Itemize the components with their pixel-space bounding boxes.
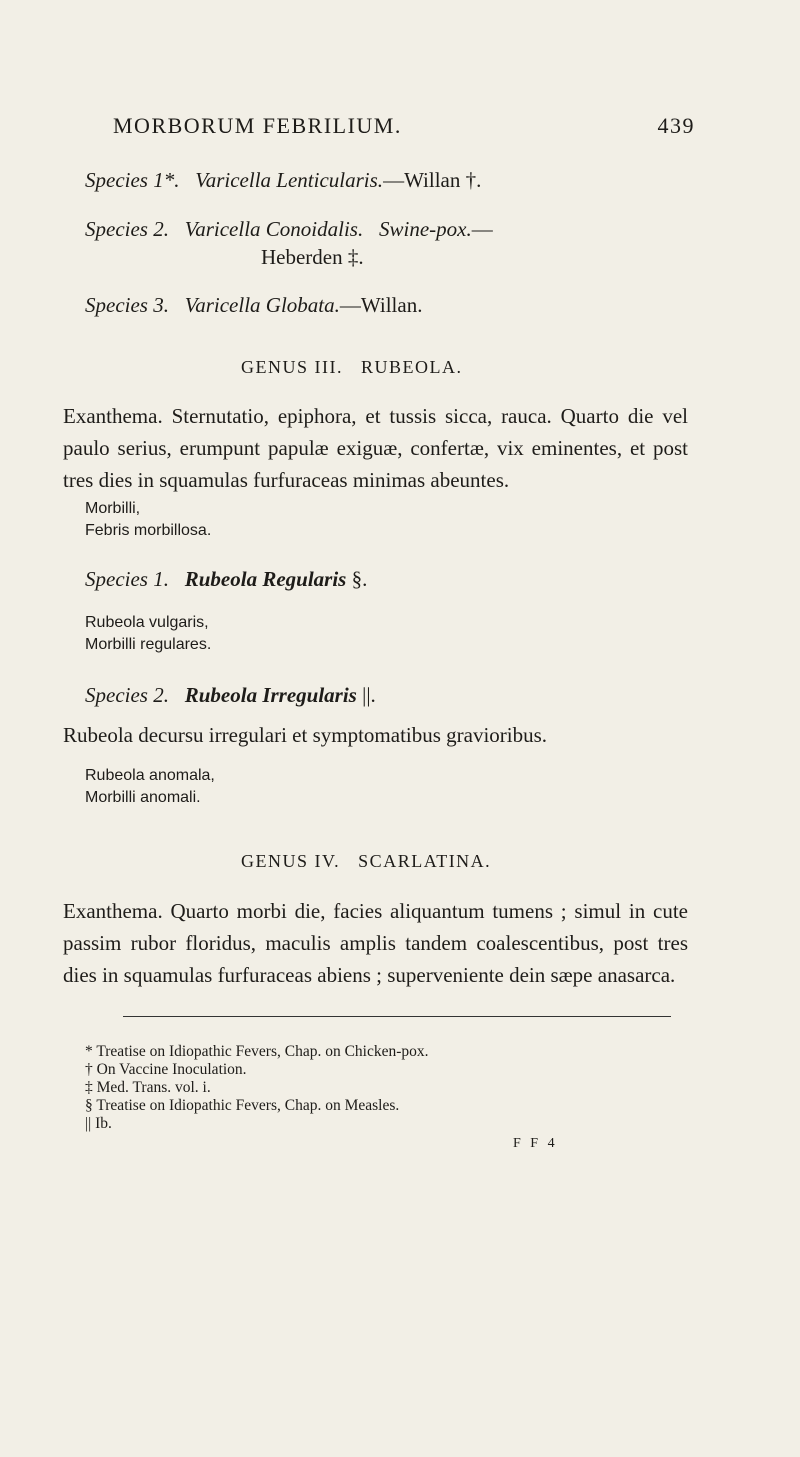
genus-description: Exanthema. Quarto morbi die, facies aliquantum tumens ; simul in cute passim rubor floridus, maculis amplis tandem coalescentibus, post tres dies in squamulas furfuraceas abiens ; superveniente dein sæpe anasarca.: [63, 899, 688, 987]
species-entry: [85, 293, 422, 318]
footnote: ‡ Med. Trans. vol. i.: [85, 1079, 211, 1096]
species-name: Varicella Lenticularis.: [195, 168, 384, 192]
header-title: MORBORUM FEBRILIUM.: [113, 113, 402, 138]
species-label: Species 1*.: [85, 168, 180, 192]
synonym: Rubeola vulgaris,: [85, 614, 209, 631]
species-label: Species 2.: [85, 217, 169, 241]
genus-description: Exanthema. Sternutatio, epiphora, et tussis sicca, rauca. Quarto die vel paulo serius, erumpunt papulæ exiguæ, confertæ, vix eminentes, et post tres dies in squamulas furfuraceas minimas abeuntes.: [63, 404, 688, 492]
synonym: Morbilli anomali.: [85, 789, 201, 806]
synonym: Febris morbillosa.: [85, 522, 212, 539]
synonym: Morbilli regulares.: [85, 636, 212, 653]
footnote-mark: ||.: [356, 683, 376, 707]
running-header: [113, 113, 695, 143]
footnote: || Ib.: [85, 1115, 112, 1132]
species-name: Rubeola Regularis: [184, 567, 347, 591]
species-author: Heberden ‡.: [261, 245, 364, 269]
species-name: Varicella Conoidalis.: [184, 217, 364, 241]
species-label: Species 3.: [85, 293, 169, 317]
footnote-mark: §.: [346, 567, 368, 591]
species-entry: [85, 217, 493, 242]
species-entry: [85, 168, 481, 193]
species-label: Species 2.: [85, 683, 169, 707]
species-name: Varicella Globata.: [184, 293, 340, 317]
species-description: Rubeola decursu irregulari et symptomatibus gravioribus.: [63, 723, 548, 747]
synonym: Rubeola anomala,: [85, 767, 215, 784]
signature-mark: F F 4: [513, 1136, 558, 1151]
species-common-name: Swine-pox.: [378, 217, 472, 241]
footnote: † On Vaccine Inoculation.: [85, 1061, 247, 1078]
species-entry: [85, 567, 367, 592]
genus-heading: GENUS IV. SCARLATINA.: [241, 851, 492, 871]
species-label: Species 1.: [85, 567, 169, 591]
footnote-rule: [123, 1016, 671, 1017]
footnote: § Treatise on Idiopathic Fevers, Chap. on Measles.: [85, 1097, 400, 1114]
species-name: Rubeola Irregularis: [184, 683, 357, 707]
synonym: Morbilli,: [85, 500, 141, 517]
species-dash: —: [471, 217, 493, 241]
genus-heading: GENUS III. RUBEOLA.: [241, 357, 463, 377]
species-author: —Willan †.: [383, 168, 482, 192]
species-entry: [85, 683, 376, 708]
page-number: 439: [657, 113, 695, 138]
footnote: * Treatise on Idiopathic Fevers, Chap. on Chicken-pox.: [85, 1043, 429, 1060]
species-author: —Willan.: [339, 293, 423, 317]
